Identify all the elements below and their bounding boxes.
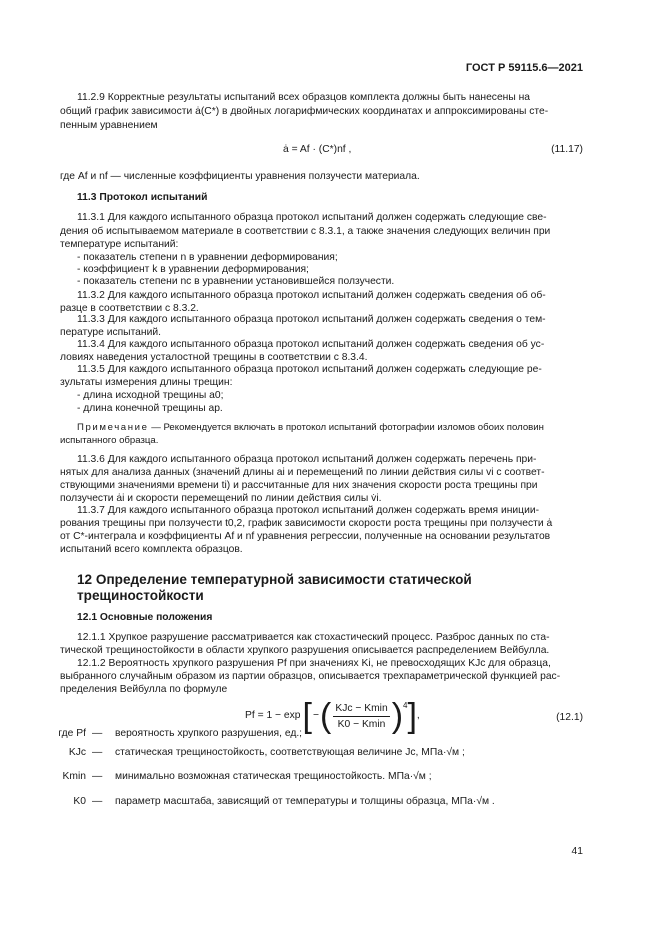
section-12-1-title: 12.1 Основные положения xyxy=(77,612,213,623)
paragraph-11-3-3-line-2: пературе испытаний. xyxy=(60,327,161,338)
paragraph-11-3-7-line-1: 11.3.7 Для каждого испытанного образца протокол испытаний должен содержать время иниции- xyxy=(77,505,539,516)
section-12-title-line-2: трещиностойкости xyxy=(77,588,204,603)
paragraph-12-1-1-line-2: тической трещиностойкости в области хрупкого разрушения описывается распределением Вейбулла. xyxy=(60,645,550,656)
section-11-3-title: 11.3 Протокол испытаний xyxy=(77,192,208,203)
paragraph-11-3-6-line-3: ствующими значениями времени ti) и рассчитанные для них значения скорости роста трещины при xyxy=(60,480,538,491)
equation-11-17: ȧ = Af · (C*)nf , xyxy=(283,144,352,155)
legend-name-pf: где Pf xyxy=(58,728,86,739)
legend-def-kmin: минимально возможная статическая трещиностойкость. МПа·√м ; xyxy=(115,771,432,782)
bullet-exponent-n: - показатель степени n в уравнении деформирования; xyxy=(77,252,338,263)
weibull-fraction xyxy=(333,701,389,732)
paragraph-11-3-1-line-3: температуре испытаний: xyxy=(60,239,179,250)
paragraph-11-3-4-line-1: 11.3.4 Для каждого испытанного образца протокол испытаний должен содержать сведения об ус- xyxy=(77,339,545,350)
legend-name-kmin: Kmin xyxy=(62,771,86,782)
legend-def-kjc: статическая трещиностойкость, соответствующая величине Jc, МПа·√м ; xyxy=(115,747,465,758)
equation-12-1-lhs: Pf = 1 − exp xyxy=(245,710,301,722)
standard-header: ГОСТ Р 59115.6—2021 xyxy=(465,62,583,74)
paragraph-12-1-2-line-2: выбранного случайным образом из партии образцов, описывается трехпараметрической функцией рас- xyxy=(60,671,561,682)
legend-def-pf: вероятность хрупкого разрушения, ед.; xyxy=(115,728,303,739)
paragraph-11-3-2-line-2: разце в соответствии с 8.3.2. xyxy=(60,303,199,314)
where-af-line: где Af и nf — численные коэффициенты уравнения ползучести материала. xyxy=(60,171,420,182)
legend-dash-kmin: — xyxy=(92,771,103,782)
equation-12-1: Pf = 1 − exp [ − ( $\frac{\text{KJc − Kmin}}{K0 - Kmin}$ ) 4 ] , xyxy=(245,697,420,735)
paragraph-11-3-6-line-2: нятых для анализа данных (значений длины ai и перемещений по линии действия силы vi с соответ- xyxy=(60,467,545,478)
minus-sign: − xyxy=(312,710,319,722)
legend-dash-kjc: — xyxy=(92,747,103,758)
legend-dash-pf: — xyxy=(92,728,103,739)
paragraph-11-2-9-line-3: пенным уравнением xyxy=(60,120,158,131)
left-bracket: [ xyxy=(302,697,312,735)
equation-number-11-17: (11.17) xyxy=(551,144,583,155)
note-line-2: испытанного образца. xyxy=(60,435,159,446)
paragraph-11-3-7-line-2: рования трещины при ползучести t0,2, график зависимости скорости роста трещины при ползучести ȧ xyxy=(60,518,553,529)
left-paren: ( xyxy=(320,697,332,735)
power-exponent: 4 xyxy=(403,701,408,710)
bullet-final-crack: - длина конечной трещины ap. xyxy=(77,403,223,414)
paragraph-11-2-9-line-2: общий график зависимости ȧ(C*) в двойных логарифмических координатах и аппроксимированы сте- xyxy=(60,106,549,117)
bullet-initial-crack: - длина исходной трещины a0; xyxy=(77,390,224,401)
legend-name-kjc: KJc xyxy=(68,747,86,758)
page-number: 41 xyxy=(571,846,583,857)
note-line-1 xyxy=(77,421,600,435)
note-text: — Рекомендуется включать в протокол испытаний фотографии изломов обоих половин xyxy=(148,422,544,433)
paragraph-11-3-2-line-1: 11.3.2 Для каждого испытанного образца протокол испытаний должен содержать сведения об об- xyxy=(77,290,546,301)
right-paren: ) xyxy=(391,697,404,735)
paragraph-11-3-1-line-1: 11.3.1 Для каждого испытанного образца протокол испытаний должен содержать следующие све- xyxy=(77,212,547,223)
equation-number-12-1: (12.1) xyxy=(556,712,583,723)
paragraph-11-3-1-line-2: дения об испытываемом материале в соответствии с 8.3.1, а также значения следующих величин при xyxy=(60,226,551,237)
note-label: Примечание xyxy=(77,422,149,433)
paragraph-11-3-6-line-4: ползучести ȧi и скорости перемещений по линии действия силы v̇i. xyxy=(60,493,382,504)
legend-name-k0: K0 xyxy=(73,796,86,807)
paragraph-12-1-2-line-1: 12.1.2 Вероятность хрупкого разрушения Pf при значениях Ki, не превосходящих KJc для образца, xyxy=(77,658,551,669)
paragraph-11-3-5-line-1: 11.3.5 Для каждого испытанного образца протокол испытаний должен содержать следующие ре- xyxy=(77,364,542,375)
paragraph-11-3-3-line-1: 11.3.3 Для каждого испытанного образца протокол испытаний должен содержать сведения о тем- xyxy=(77,314,546,325)
bullet-coefficient-k: - коэффициент k в уравнении деформирования; xyxy=(77,264,309,275)
legend-def-k0: параметр масштаба, зависящий от температуры и толщины образца, МПа·√м . xyxy=(115,796,495,807)
bullet-exponent-nc: - показатель степени nc в уравнении установившейся ползучести. xyxy=(77,276,395,287)
paragraph-11-3-7-line-3: от C*-интеграла и коэффициенты Af и nf уравнения регрессии, полученные на основании результатов xyxy=(60,531,551,542)
right-bracket: ] xyxy=(407,697,417,735)
paragraph-11-3-5-line-2: зультаты измерения длины трещин: xyxy=(60,377,233,388)
paragraph-12-1-1-line-1: 12.1.1 Хрупкое разрушение рассматривается как стохастический процесс. Разброс данных по ста- xyxy=(77,632,550,643)
fraction-numerator: KJc − Kmin xyxy=(333,701,389,717)
paragraph-11-3-4-line-2: ловиях наведения усталостной трещины в соответствии с 8.3.4. xyxy=(60,352,368,363)
fraction-denominator: K0 − Kmin xyxy=(337,718,386,730)
paragraph-11-2-9-line-1: 11.2.9 Корректные результаты испытаний всех образцов комплекта должны быть нанесены на xyxy=(77,92,531,103)
paragraph-12-1-2-line-3: пределения Вейбулла по формуле xyxy=(60,684,228,695)
paragraph-11-3-7-line-4: испытаний всего комплекта образцов. xyxy=(60,544,243,555)
section-12-title-line-1: 12 Определение температурной зависимости статической xyxy=(77,572,472,587)
legend-dash-k0: — xyxy=(92,796,103,807)
paragraph-11-3-6-line-1: 11.3.6 Для каждого испытанного образца протокол испытаний должен содержать перечень при- xyxy=(77,454,537,465)
